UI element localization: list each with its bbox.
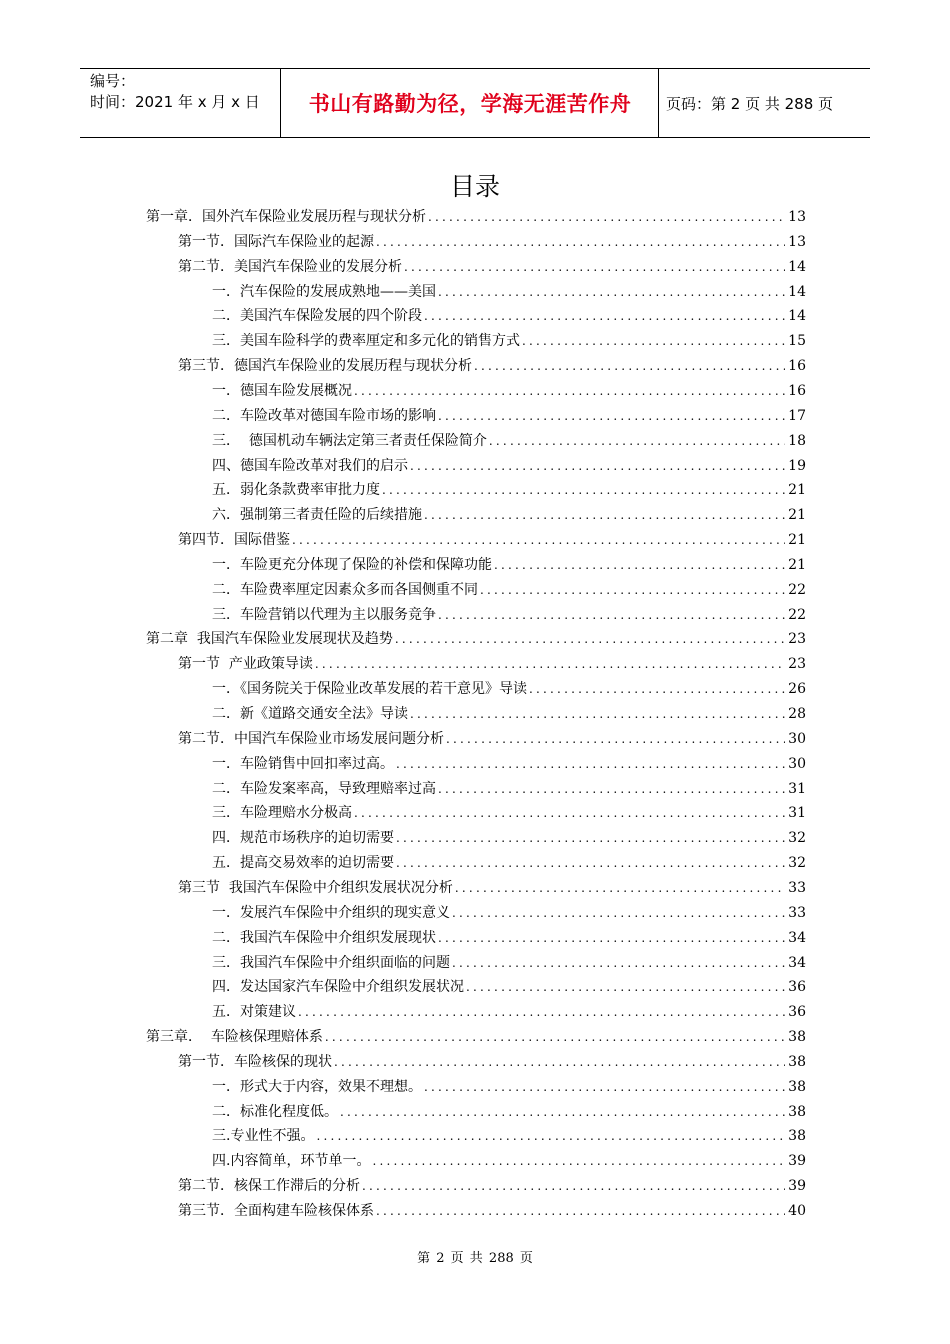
toc-entry[interactable]: [212, 580, 806, 600]
toc-leader-dots: [372, 1151, 785, 1171]
toc-leader-dots: [325, 1027, 785, 1047]
toc-entry[interactable]: [178, 1176, 806, 1196]
toc-entry[interactable]: [212, 1102, 806, 1122]
toc-leader-dots: [446, 729, 785, 749]
toc-entry[interactable]: [212, 406, 806, 426]
toc-entry-page: 18: [788, 432, 806, 449]
toc-entry-label: 二．车险改革对德国车险市场的影响: [212, 407, 436, 424]
toc-entry-page: 23: [788, 631, 806, 648]
toc-leader-dots: [474, 356, 785, 376]
toc-leader-dots: [438, 779, 785, 799]
toc-entry[interactable]: [178, 356, 806, 376]
toc-entry-page: 17: [788, 407, 806, 424]
toc-entry-label: 第一节．车险核保的现状: [178, 1053, 332, 1070]
toc-entry-page: 32: [788, 855, 806, 872]
toc-entry[interactable]: [178, 1201, 806, 1221]
toc-leader-dots: [395, 629, 785, 649]
date-line: 时间：2021 年 x 月 x 日: [90, 93, 260, 111]
toc-entry-label: 第二节．美国汽车保险业的发展分析: [178, 258, 402, 275]
toc-leader-dots: [424, 1077, 785, 1097]
toc-entry-page: 21: [788, 507, 806, 524]
toc-entry-label: 一．车险销售中回扣率过高。: [212, 755, 394, 772]
toc-entry-page: 40: [788, 1203, 806, 1219]
toc-entry-page: 16: [788, 358, 806, 375]
toc-entry-label: 四．发达国家汽车保险中介组织发展状况: [212, 979, 464, 996]
toc-entry[interactable]: [146, 629, 806, 649]
toc-entry-label: 一．车险更充分体现了保险的补偿和保障功能: [212, 556, 492, 573]
toc-entry-label: 第三节．德国汽车保险业的发展历程与现状分析: [178, 358, 472, 375]
toc-entry-page: 13: [788, 209, 806, 225]
toc-entry[interactable]: [212, 828, 806, 848]
toc-entry-label: 一．《国务院关于保险业改革发展的若干意见》导读: [212, 681, 527, 698]
toc-leader-dots: [362, 1176, 785, 1196]
toc-entry-label: 三．车险理赔水分极高: [212, 805, 352, 822]
toc-entry-label: 第四节．国际借鉴: [178, 532, 290, 549]
toc-leader-dots: [396, 828, 785, 848]
toc-entry-label: 四．规范市场秩序的迫切需要: [212, 830, 394, 847]
toc-entry[interactable]: [178, 878, 806, 898]
toc-entry-label: 三.专业性不强。: [212, 1128, 315, 1145]
toc-entry-page: 30: [788, 755, 806, 772]
toc-leader-dots: [315, 654, 785, 674]
toc-entry-label: 第二章 我国汽车保险业发展现状及趋势: [146, 631, 393, 648]
header-divider: [280, 69, 281, 137]
toc-leader-dots: [424, 306, 785, 326]
toc-leader-dots: [340, 1102, 785, 1122]
toc-leader-dots: [522, 331, 785, 351]
toc-entry-label: 二．我国汽车保险中介组织发展现状: [212, 929, 436, 946]
toc-entry-page: 39: [788, 1153, 806, 1170]
toc-entry-label: 二．标准化程度低。: [212, 1103, 338, 1120]
toc-entry-label: 三． 德国机动车辆法定第三者责任保险简介: [212, 432, 487, 449]
toc-leader-dots: [424, 505, 785, 525]
toc-entry[interactable]: [212, 1077, 806, 1097]
toc-entry[interactable]: [178, 654, 806, 674]
toc-leader-dots: [396, 754, 785, 774]
toc-entry-page: 26: [788, 681, 806, 698]
toc-entry[interactable]: [178, 729, 806, 749]
toc-entry[interactable]: [212, 1126, 806, 1146]
toc-entry-page: 33: [788, 904, 806, 921]
header-motto: 书山有路勤为径，学海无涯苦作舟: [308, 92, 632, 116]
toc-entry-label: 二．美国汽车保险发展的四个阶段: [212, 308, 422, 325]
toc-entry-page: 22: [788, 581, 806, 598]
toc-leader-dots: [376, 232, 785, 252]
toc-leader-dots: [480, 580, 785, 600]
toc-entry-label: 第三章． 车险核保理赔体系: [146, 1029, 323, 1046]
toc-entry[interactable]: [146, 207, 806, 227]
toc-entry-page: 21: [788, 482, 806, 499]
toc-entry[interactable]: [212, 431, 806, 451]
toc-entry-label: 四、德国车险改革对我们的启示: [212, 457, 408, 474]
toc-entry[interactable]: [212, 754, 806, 774]
toc-leader-dots: [404, 257, 785, 277]
toc-entry-label: 第一节．国际汽车保险业的起源: [178, 233, 374, 250]
toc-entry-label: 五．弱化条款费率审批力度: [212, 482, 380, 499]
toc-entry[interactable]: [212, 903, 806, 923]
toc-leader-dots: [410, 456, 785, 476]
toc-entry[interactable]: [212, 679, 806, 699]
toc-leader-dots: [292, 530, 785, 550]
toc-leader-dots: [529, 679, 785, 699]
header-page-info: 页码：第 2 页 共 288 页: [666, 94, 834, 113]
toc-entry[interactable]: [212, 1151, 806, 1171]
toc-entry-label: 第一节 产业政策导读: [178, 656, 313, 673]
toc-entry[interactable]: [212, 480, 806, 500]
toc-entry-label: 四.内容简单，环节单一。: [212, 1153, 371, 1170]
toc-leader-dots: [298, 1002, 785, 1022]
toc-entry-page: 39: [788, 1178, 806, 1195]
toc-entry-page: 33: [788, 879, 806, 896]
toc-entry-page: 19: [788, 457, 806, 474]
toc-entry-page: 22: [788, 606, 806, 623]
toc-entry-label: 三．我国汽车保险中介组织面临的问题: [212, 954, 450, 971]
toc-entry[interactable]: [178, 257, 806, 277]
toc-entry-page: 14: [788, 308, 806, 325]
toc-entry[interactable]: [212, 282, 806, 302]
toc-leader-dots: [438, 928, 785, 948]
toc-entry[interactable]: [212, 456, 806, 476]
toc-entry-label: 一．汽车保险的发展成熟地——美国: [212, 283, 436, 300]
toc-leader-dots: [428, 207, 785, 227]
toc-entry-page: 21: [788, 532, 806, 549]
toc-entry-page: 31: [788, 780, 806, 797]
toc-entry[interactable]: [212, 505, 806, 525]
page-footer: 第 2 页 共 288 页: [417, 1251, 533, 1266]
toc-entry-page: 34: [788, 954, 806, 971]
toc-entry[interactable]: [212, 853, 806, 873]
toc-entry[interactable]: [178, 232, 806, 252]
toc-leader-dots: [410, 704, 785, 724]
toc-leader-dots: [382, 480, 785, 500]
toc-leader-dots: [334, 1052, 785, 1072]
toc-leader-dots: [489, 431, 785, 451]
toc-entry-page: 16: [788, 382, 806, 399]
toc-entry-label: 一．发展汽车保险中介组织的现实意义: [212, 904, 450, 921]
toc-entry-page: 23: [788, 656, 806, 673]
toc-entry[interactable]: [212, 331, 806, 351]
toc-entry-label: 五．提高交易效率的迫切需要: [212, 855, 394, 872]
toc-leader-dots: [452, 903, 785, 923]
toc-entry-page: 21: [788, 556, 806, 573]
toc-leader-dots: [494, 555, 785, 575]
toc-entry-label: 三．美国车险科学的费率厘定和多元化的销售方式: [212, 333, 520, 350]
toc-leader-dots: [316, 1126, 785, 1146]
toc-entry-label: 一．德国车险发展概况: [212, 382, 352, 399]
toc-entry-label: 二．车险费率厘定因素众多而各国侧重不同: [212, 581, 478, 598]
serial-label: 编号：: [90, 72, 136, 90]
header-meta: [90, 71, 260, 113]
toc-title: 目录: [449, 172, 500, 201]
toc-entry[interactable]: [212, 953, 806, 973]
toc-entry-page: 36: [788, 979, 806, 996]
toc-entry-page: 15: [788, 333, 806, 350]
toc-leader-dots: [438, 406, 785, 426]
toc-entry[interactable]: [212, 779, 806, 799]
toc-leader-dots: [354, 803, 785, 823]
toc-entry-page: 38: [788, 1103, 806, 1120]
toc-entry-label: 第二节．中国汽车保险业市场发展问题分析: [178, 730, 444, 747]
toc-entry-label: 二．新《道路交通安全法》导读: [212, 706, 408, 722]
toc-entry-label: 六．强制第三者责任险的后续措施: [212, 507, 422, 524]
toc-entry-page: 14: [788, 258, 806, 275]
toc-entry-page: 13: [788, 233, 806, 250]
toc-entry-page: 38: [788, 1128, 806, 1145]
toc-entry-page: 30: [788, 730, 806, 747]
toc-leader-dots: [466, 977, 785, 997]
toc-entry[interactable]: [212, 605, 806, 625]
toc-entry[interactable]: [212, 803, 806, 823]
toc-entry-page: 38: [788, 1053, 806, 1070]
toc-leader-dots: [438, 605, 785, 625]
page-header: [80, 68, 870, 138]
toc-leader-dots: [438, 282, 785, 302]
toc-entry-page: 28: [788, 706, 806, 722]
toc-entry-label: 三．车险营销以代理为主以服务竞争: [212, 606, 436, 623]
toc-entry-page: 31: [788, 805, 806, 822]
toc-leader-dots: [452, 953, 785, 973]
toc-entry-page: 38: [788, 1029, 806, 1046]
toc-entry-label: 一．形式大于内容，效果不理想。: [212, 1078, 422, 1095]
toc-entry[interactable]: [212, 977, 806, 997]
toc-entry[interactable]: [178, 1052, 806, 1072]
toc-entry-label: 第三节 我国汽车保险中介组织发展状况分析: [178, 879, 453, 896]
toc-entry-label: 第二节．核保工作滞后的分析: [178, 1178, 360, 1195]
toc-entry[interactable]: [212, 1002, 806, 1022]
toc-entry-page: 36: [788, 1004, 806, 1021]
toc-leader-dots: [376, 1201, 785, 1221]
toc-entry[interactable]: [212, 928, 806, 948]
toc-entry-label: 二．车险发案率高，导致理赔率过高: [212, 780, 436, 797]
toc-leader-dots: [354, 381, 785, 401]
toc-entry-label: 第一章．国外汽车保险业发展历程与现状分析: [146, 209, 426, 225]
toc-entry[interactable]: [146, 1027, 806, 1047]
toc-leader-dots: [396, 853, 785, 873]
toc-entry-page: 14: [788, 283, 806, 300]
toc-entry[interactable]: [212, 381, 806, 401]
toc-entry[interactable]: [212, 306, 806, 326]
header-divider: [658, 69, 659, 137]
toc-entry-label: 五．对策建议: [212, 1004, 296, 1021]
toc-leader-dots: [455, 878, 785, 898]
toc-entry[interactable]: [212, 555, 806, 575]
toc-entry[interactable]: [178, 530, 806, 550]
toc-entry-page: 38: [788, 1078, 806, 1095]
toc-entry[interactable]: [212, 704, 806, 724]
toc-entry-label: 第三节．全面构建车险核保体系: [178, 1203, 374, 1219]
toc-entry-page: 34: [788, 929, 806, 946]
toc-entry-page: 32: [788, 830, 806, 847]
